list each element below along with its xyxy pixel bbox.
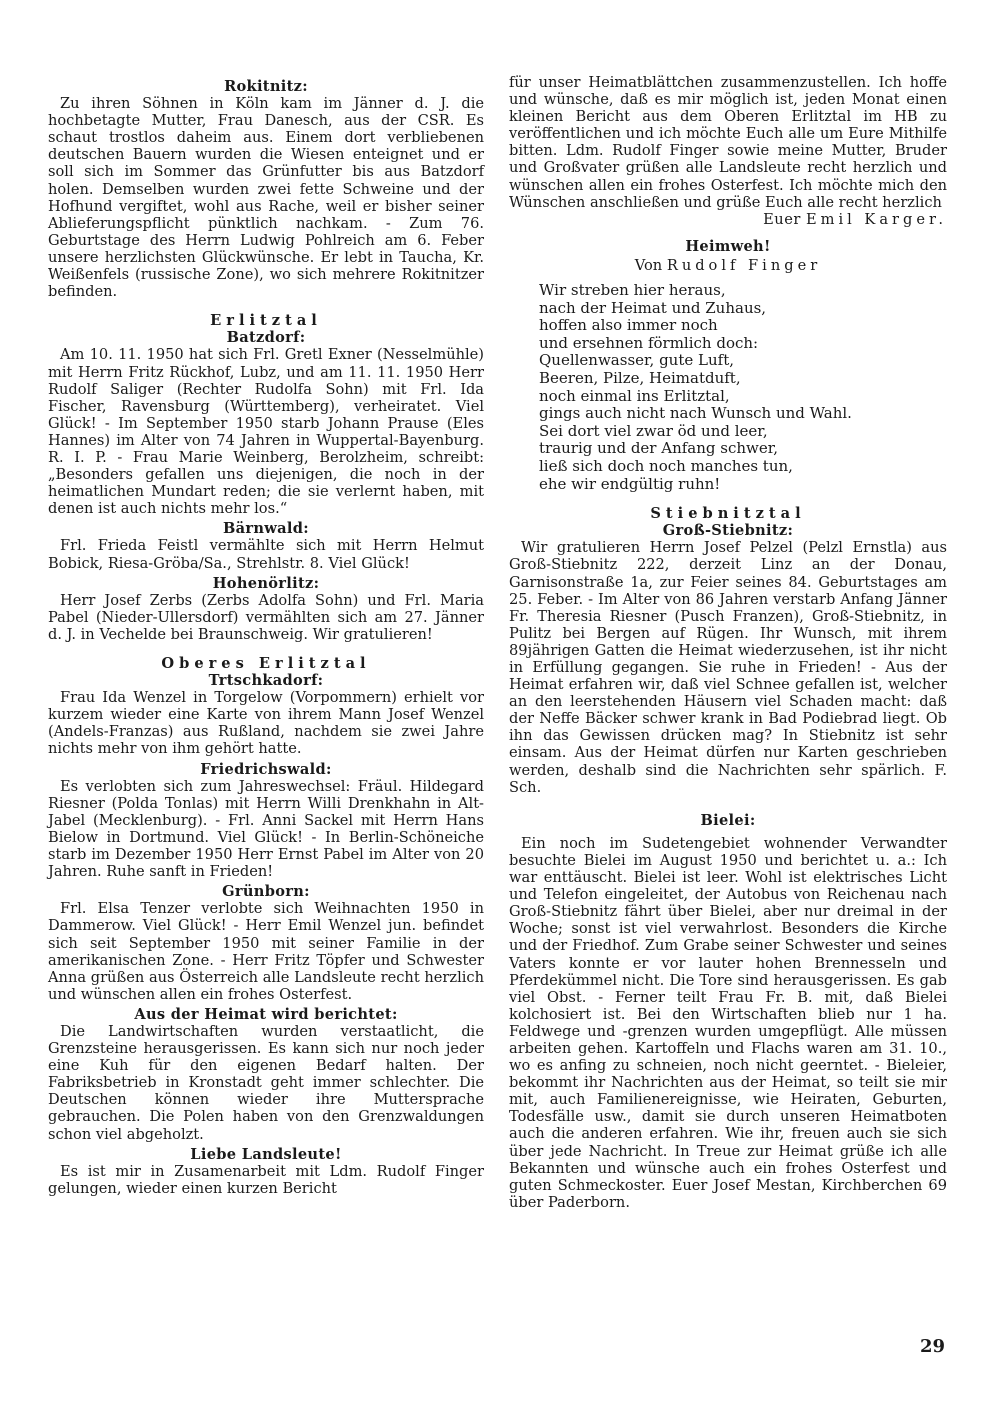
heading-rokitnitz: Rokitnitz: [224,78,308,95]
poem-line: Wir streben hier heraus, [539,281,726,300]
text-gross-stiebnitz: Wir gratulieren Herrn Josef Pelzel (Pelzl Ernstla) aus Groß-Stiebnitz 222, derzeit Linz an der Donau, Garnisonstraße 1a, zur Feier seines 84. Geburtstages am 25. Feber. - Im Alter von 86 Jahren verstarb Anfang Jänner Fr. Theresia Riesner (Pusch Franzen), Groß-Stiebnitz, in Pulitz bei Bergen auf Rügen. Ihr Wunsch, mit ihrem 89jährigen Gatten die Heimat wiederzusehen, ist ihr nicht in Erfüllung gegangen. Sie ruhe in Frieden! - Aus der Heimat erfahren wir, daß viel Schnee gefallen ist, welcher an den leerstehenden Häusern viel Schaden macht: daß der Neffe Bäcker schwer krank in Bad Podiebrad liegt. Ob ihn das Gewissen drücken mag? In Stiebnitz ist sehr einsam. Aus der Heimat dürfen nur Karten geschrieben werden, deshalb sind die Nachrichten sehr spärlich. F. Sch. [509,539,947,796]
text-hohenoerlitz: Herr Josef Zerbs (Zerbs Adolfa Sohn) und Frl. Maria Pabel (Nieder-Ullersdorf) vermählten sich am 27. Jänner d. J. in Vechelde bei Braunschweig. Wir gratulieren! [48,591,484,643]
poem-line: ließ sich doch noch manches tun, [539,456,793,475]
byline-name: Rudolf Finger [666,256,822,274]
text-aus-der-heimat: Die Landwirtschaften wurden verstaatlicht, die Grenzsteine herausgerissen. Es kann sich nur noch jeder eine Kuh für den eigenen Bedarf halten. Der Fabriksbetrieb in Kronstadt geht immer schlechter. Die Deutschen können wieder ihre Muttersprache gebrauchen. Die Polen haben von den Grenzwaldungen schon viel abgeholzt. [48,1022,484,1143]
heading-liebe-landsleute: Liebe Landsleute! [190,1145,342,1163]
text-rokitnitz: Zu ihren Söhnen in Köln kam im Jänner d. J. die hochbetagte Mutter, Frau Danesch, aus der CSR. Es schaut trostlos daheim aus. Einem dort verbliebenen deutschen Bauern wurden die Wiesen enteignet und er soll sich im Sommer das Grünfutter bis aus Batzdorf holen. Demselben wurden zwei fette Schweine und der Hofhund vergiftet, wohl aus Rache, weil er bisher seiner Ablieferungspflicht pünktlich nachkam. - Zum 76. Geburtstage des Herrn Ludwig Pohlreich am 6. Feber unsere herzlichsten Glückwünsche. Er lebt in Taucha, Kr. Weißenfels (russische Zone), wo sich mehrere Rokitnitzer befinden. [48,95,484,301]
poem-line: traurig und der Anfang schwer, [539,439,779,458]
heading-gruenborn: Grünborn: [222,883,310,901]
poem-line: hoffen also immer noch [539,316,718,335]
heading-aus-der-heimat: Aus der Heimat wird berichtet: [134,1005,398,1023]
right-column [509,74,947,1211]
letter-signature [509,211,947,228]
text-liebe-landsleute: Es ist mir in Zusamenarbeit mit Ldm. Rudolf Finger gelungen, wieder einen kurzen Bericht [48,1162,484,1197]
text-baernwald: Frl. Frieda Feistl vermählte sich mit Herrn Helmut Bobick, Riesa-Gröba/Sa., Strehlstr. 8. Viel Glück! [48,537,484,572]
heading-gross-stiebnitz: Groß-Stiebnitz: [662,522,794,540]
heading-trtschkadorf: Trtschkadorf: [208,672,324,690]
poem-line: noch einmal ins Erlitztal, [539,386,730,405]
heading-erlitztal: Erlitztal [210,312,322,330]
poem-line: ehe wir endgültig ruhn! [539,474,721,493]
signature-name: Emil Karger. [805,210,947,228]
text-gruenborn: Frl. Elsa Tenzer verlobte sich Weihnachten 1950 in Dammerow. Viel Glück! - Herr Emil Wenzel jun. befindet sich seit September 1950 mit seiner Familie in der amerikanischen Zone. - Herr Fritz Töpfer und Schwester Anna grüßen aus Österreich alle Landsleute recht herzlich und wünschen allen ein frohes Osterfest. [48,900,484,1003]
page-number: 29 [920,1336,946,1357]
heading-friedrichswald: Friedrichswald: [200,760,332,778]
text-batzdorf: Am 10. 11. 1950 hat sich Frl. Gretl Exner (Nesselmühle) mit Herrn Fritz Rückhof, Lubz, und am 11. 11. 1950 Herr Rudolf Saliger (Rechter Rudolfa Sohn) mit Frl. Ida Fischer, Ravensburg (Württemberg), verheiratet. Viel Glück! - Im September 1950 starb Johann Prause (Eles Hannes) im Alter von 74 Jahren in Wuppertal-Bayenburg. R. I. P. - Frau Marie Weinberg, Berolzheim, schreibt: „Besonders gefallen uns diejenigen, die noch in der heimatlichen Mundart reden; die sie verlernt haben, mit denen ist auch nichts mehr los.“ [48,346,484,518]
text-bielei: Ein noch im Sudetengebiet wohnender Verwandter besuchte Bielei im August 1950 und berichtet u. a.: Ich war enttäuscht. Bielei ist leer. Wohl ist elektrisches Licht und Telefon eingeleitet, der Autobus von Reichenau nach Groß-Stiebnitz fährt über Bielei, aber nur dreimal in der Woche; sonst ist viel verwahrlost. Besonders die Kirche und der Friedhof. Zum Grabe seiner Schwester und seines Vaters konnte er vor lauter hohen Brennesseln und Pferdekümmel nicht. Die Tore sind herausgerissen. Es gab viel Obst. - Ferner teilt Frau Fr. B. mit, daß Bielei kolchosiert ist. Bei den Wirtschaften blieb nur 1 ha. Feldwege und -grenzen wurden umgepflügt. Alle müssen arbeiten gehen. Kartoffeln und Flachs waren am 31. 10., wo es anfing zu schneien, noch nicht geerntet. - Bieleier, bekommt ihr Nachrichten aus der Heimat, so teilt sie mir mit, auch Familienereignisse, wie Heiraten, Geburten, Todesfälle usw., damit sie durch unseren Heimatboten auch die anderen erfahren. Wie ihr, freuen auch sie sich über jede Nachricht. In Treue zur Heimat grüße ich alle Bekannten und wünsche auch ein frohes Osterfest und guten Schmeckoster. Euer Josef Mestan, Kirchberchen 69 über Paderborn. [509,834,947,1211]
poem-line: nach der Heimat und Zuhaus, [539,298,767,317]
heading-stiebnitztal: Stiebnitztal [650,505,806,523]
byline-prefix: Von [634,256,663,274]
poem-line: gings auch nicht nach Wunsch und Wahl. [539,404,852,423]
poem-line: Sei dort viel zwar öd und leer, [539,421,768,440]
poem-byline [509,257,947,274]
text-letter-continued: für unser Heimatblättchen zusammenzustellen. Ich hoffe und wünsche, daß es mir möglich ist, jeden Monat einen kleinen Bericht aus dem Oberen Erlitztal im HB zu veröffentlichen und ich möchte Euch alle um Eure Mithilfe bitten. Ldm. Rudolf Finger sowie meine Mutter, Bruder und Großvater grüßen alle Landsleute recht herzlich und wünschen allen ein frohes Osterfest. Ich möchte mich den Wünschen anschließen und grüße Euch alle recht herzlich [509,74,947,211]
heading-bielei: Bielei: [700,811,756,829]
left-column [48,74,484,1197]
signature-prefix: Euer [763,210,801,228]
heading-batzdorf: Batzdorf: [226,329,306,347]
poem-line: und ersehnen förmlich doch: [539,333,759,352]
poem-line: Quellenwasser, gute Luft, [539,351,734,370]
heading-oberes-erlitztal: Oberes Erlitztal [161,655,371,672]
poem-body [539,282,947,493]
heading-baernwald: Bärnwald: [223,520,309,538]
text-friedrichswald: Es verlobten sich zum Jahreswechsel: Fräul. Hildegard Riesner (Polda Tonlas) mit Herrn Willi Drenkhahn in Alt-Jabel (Mecklenburg). - Frl. Anni Sackel mit Herrn Hans Bielow in Dortmund. Viel Glück! - In Berlin-Schöneiche starb im Dezember 1950 Herr Ernst Pabel im Alter von 20 Jahren. Ruhe sanft in Frieden! [48,777,484,881]
poem-line: Beeren, Pilze, Heimatduft, [539,369,741,387]
poem-title: Heimweh! [685,237,771,255]
heading-hohenoerlitz: Hohenörlitz: [212,574,320,592]
text-trtschkadorf: Frau Ida Wenzel in Torgelow (Vorpommern) erhielt vor kurzem wieder eine Karte von ihrem Mann Josef Wenzel (Andels-Franzas) aus Rußland, nachdem sie zwei Jahre nichts mehr von ihm gehört hatte. [48,689,484,758]
